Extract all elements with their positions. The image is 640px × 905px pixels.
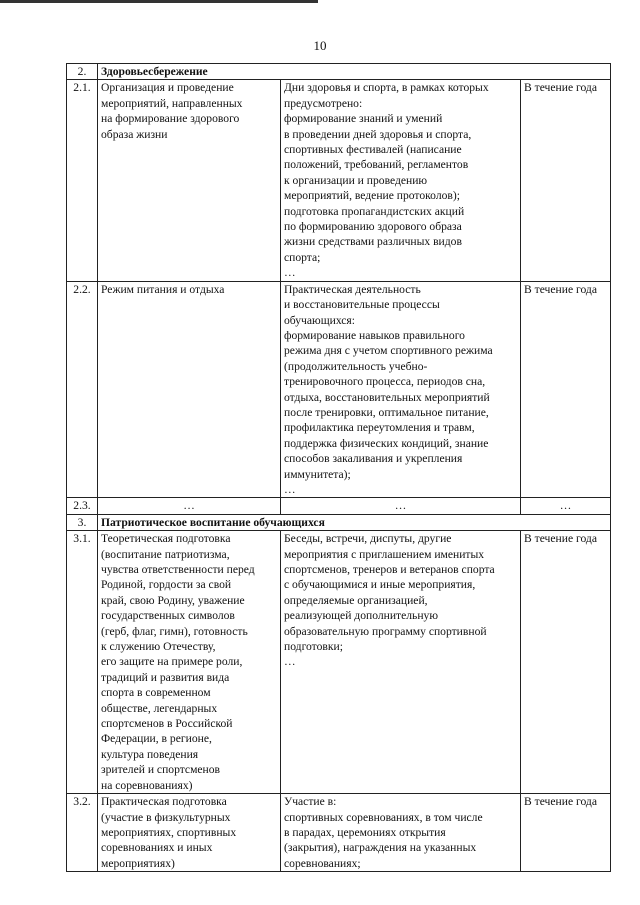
activity-name: Организация и проведение мероприятий, направленных на формирование здорового образа жизни (98, 80, 281, 281)
row-number: 2.2. (67, 281, 98, 498)
section-header-row (67, 514, 611, 530)
activity-period: В течение года (521, 531, 611, 794)
activity-name: Теоретическая подготовка (воспитание патриотизма, чувства ответственности перед Родиной, гордости за свой край, свою Родину, уважение государственных символов (герб, флаг, гимн), готовность к служению Отечеству, его защите на примере роли, традиций и развития вида спорта в современном обществе, легендарных спортсменов в Российской Федерации, в регионе, культура поведения зрителей и спортсменов на соревнованиях) (98, 531, 281, 794)
section-number: 3. (67, 514, 98, 530)
section-header-row (67, 64, 611, 80)
section-title: Патриотическое воспитание обучающихся (98, 514, 611, 530)
top-rule (0, 0, 318, 3)
page-number: 10 (313, 38, 327, 53)
table-row (67, 531, 611, 794)
table-row (67, 794, 611, 872)
section-title: Здоровьесбережение (98, 64, 611, 80)
activity-period: В течение года (521, 80, 611, 281)
activity-content: Дни здоровья и спорта, в рамках которых предусмотрено: формирование знаний и умений в проведении дней здоровья и спорта, спортивных фестивалей (написание положений, требований, регламентов к организации и проведению мероприятий, ведение протоколов); подготовка пропагандистских акций по формированию здорового образа жизни средствами различных видов спорта; … (281, 80, 521, 281)
activity-name: … (98, 498, 281, 514)
activity-period: В течение года (521, 794, 611, 872)
activity-name: Практическая подготовка (участие в физкультурных мероприятиях, спортивных соревнованиях и иных мероприятиях) (98, 794, 281, 872)
activity-content: Практическая деятельность и восстановительные процессы обучающихся: формирование навыков правильного режима дня с учетом спортивного режима (продолжительность учебно- тренировочного процесса, периодов сна, отдыха, восстановительных мероприятий после тренировки, оптимальное питание, профилактика переутомления и травм, поддержка физических кондиций, знание способов закаливания и укрепления иммунитета); … (281, 281, 521, 498)
activity-plan-table (66, 63, 611, 872)
activity-content: … (281, 498, 521, 514)
activity-period: … (521, 498, 611, 514)
activity-content: Участие в: спортивных соревнованиях, в том числе в парадах, церемониях открытия (закрытия), награждения на указанных соревнованиях; (281, 794, 521, 872)
table-row (67, 498, 611, 514)
table-row (67, 281, 611, 498)
row-number: 3.2. (67, 794, 98, 872)
row-number: 2.1. (67, 80, 98, 281)
row-number: 2.3. (67, 498, 98, 514)
activity-period: В течение года (521, 281, 611, 498)
row-number: 3.1. (67, 531, 98, 794)
section-number: 2. (67, 64, 98, 80)
activity-content: Беседы, встречи, диспуты, другие мероприятия с приглашением именитых спортсменов, тренеров и ветеранов спорта с обучающимися и иные мероприятия, определяемые организацией, реализующей дополнительную образовательную программу спортивной подготовки; … (281, 531, 521, 794)
table-row (67, 80, 611, 281)
activity-name: Режим питания и отдыха (98, 281, 281, 498)
